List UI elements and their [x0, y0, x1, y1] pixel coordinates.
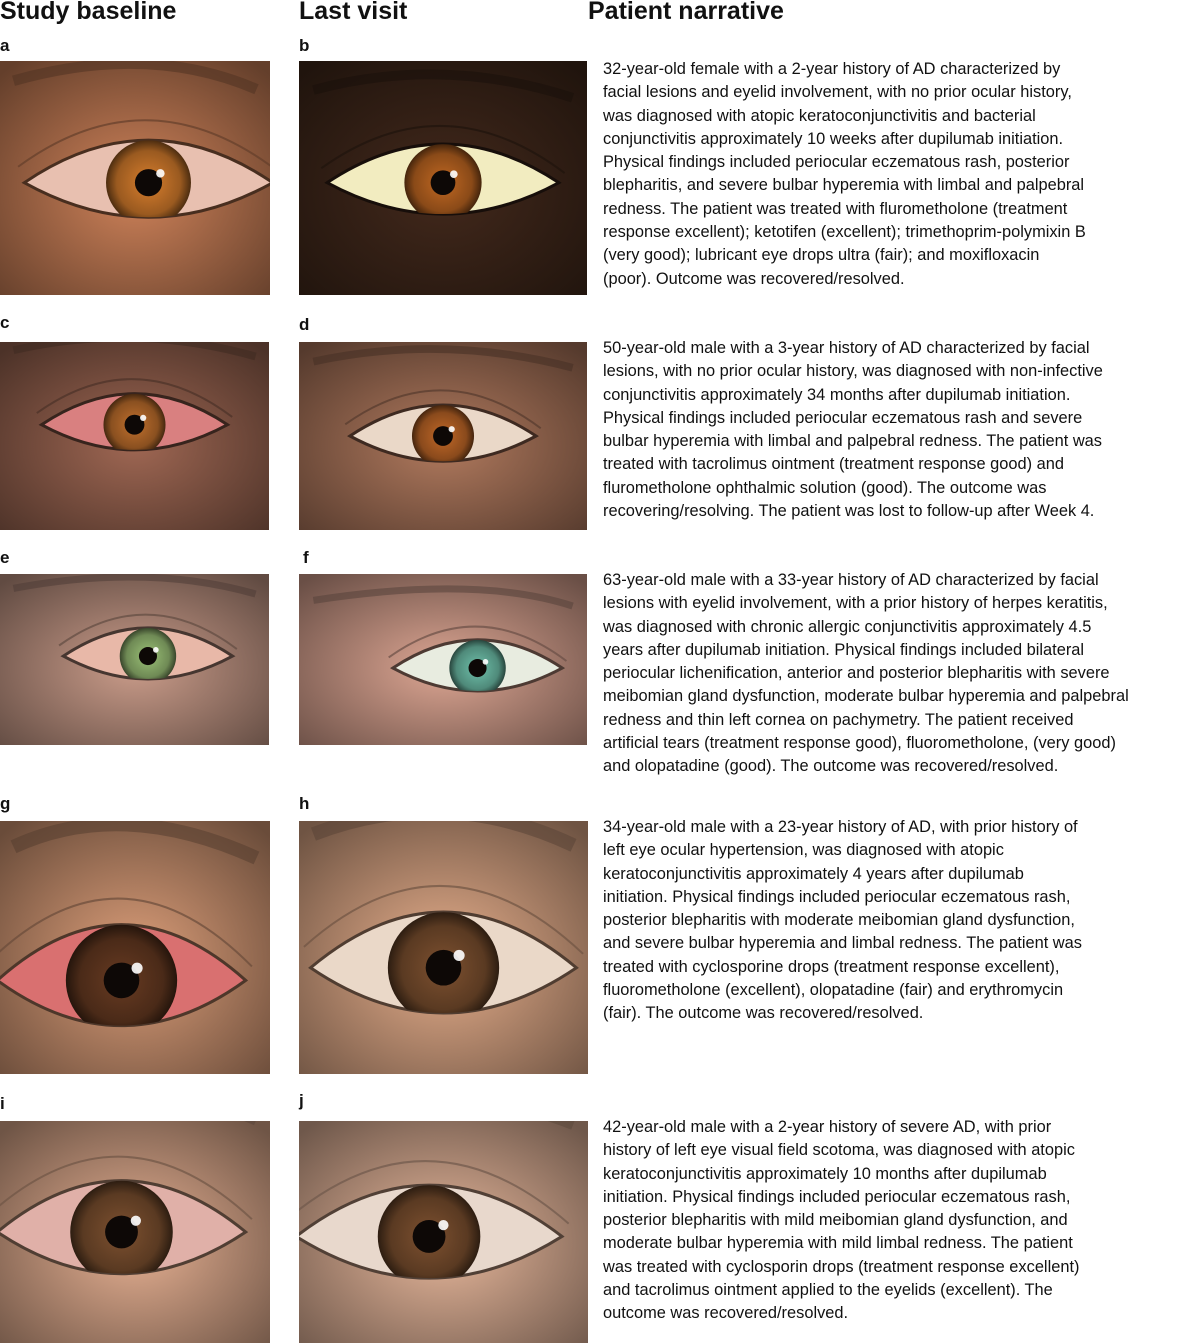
narrative-text-5: 42-year-old male with a 2-year history of severe AD, with prior history of left eye visual field scotoma, was diagnosed with atopic keratoconjunctivitis approximately 10 months after dupilumab initiation. Physical findings included periocular eczematous rash, posterior blepharitis with mild meibomian gland dysfunction, and moderate bulbar hyperemia with mild limbal redness. The patient was treated with cyclosporin drops (treatment response excellent) and tacrolimus ointment applied to the eyelids (excellent). The outcome was recovered/resolved.: [603, 1118, 1080, 1323]
panel-letter-f: f: [303, 548, 309, 567]
eye-photo-f: [299, 574, 587, 745]
panel-letter-a: a: [0, 36, 10, 55]
panel-letter-e: e: [0, 548, 10, 567]
panel-letter-h: h: [299, 794, 310, 813]
eye-photo-a: [0, 61, 270, 295]
eye-photo-c: [0, 342, 269, 530]
narrative-text-3: 63-year-old male with a 33-year history of AD characterized by facial lesions with eyelid involvement, with a prior history of herpes keratitis, was diagnosed with chronic allergic conjunctivitis approximately 4.5 years after dupilumab initiation. Physical findings included bilateral periocular lichenification, anterior and posterior blepharitis with severe meibomian gland dysfunction, moderate bulbar hyperemia and palpebral redness and thin left cornea on pachymetry. The patient received artificial tears (treatment response good), fluorometholone, (very good) and olopatadine (good). The outcome was recovered/resolved.: [603, 571, 1129, 776]
eye-photo-b: [299, 61, 587, 295]
narrative-text-1: 32-year-old female with a 2-year history of AD characterized by facial lesions and eyelid involvement, with no prior ocular history, was diagnosed with atopic keratoconjunctivitis and bacterial conjunctivitis approximately 10 weeks after dupilumab initiation. Physical findings included periocular eczematous rash, posterior blepharitis, and severe bulbar hyperemia with limbal and palpebral redness. The patient was treated with flurometholone (treatment response excellent); ketotifen (excellent); trimethoprim-polymixin B (very good); lubricant eye drops ultra (fair); and moxifloxacin (poor). Outcome was recovered/resolved.: [603, 60, 1086, 288]
narrative-text-2: 50-year-old male with a 3-year history of AD characterized by facial lesions, with no prior ocular history, was diagnosed with non-infective conjunctivitis approximately 34 months after dupilumab initiation. Physical findings included periocular eczematous rash and severe bulbar hyperemia with limbal and palpebral redness. The patient was treated with tacrolimus ointment (treatment response good) and flurometholone ophthalmic solution (good). The outcome was recovering/resolving. The patient was lost to follow-up after Week 4.: [603, 339, 1103, 521]
eye-photo-h: [299, 821, 588, 1074]
column-header-baseline: Study baseline: [0, 0, 177, 25]
panel-letter-g: g: [0, 794, 11, 813]
eye-photo-g: [0, 821, 270, 1074]
panel-letter-i: i: [0, 1094, 5, 1113]
eye-photo-e: [0, 574, 269, 745]
eye-photo-d: [299, 342, 587, 530]
panel-letter-d: d: [299, 315, 310, 334]
panel-letter-c: c: [0, 313, 10, 332]
column-header-narrative: Patient narrative: [588, 0, 784, 25]
eye-photo-j: [299, 1121, 588, 1343]
narrative-text-4: 34-year-old male with a 23-year history of AD, with prior history of left eye ocular hypertension, was diagnosed with atopic keratoconjunctivitis approximately 4 years after dupilumab initiation. Physical findings included periocular eczematous rash, posterior blepharitis with moderate meibomian gland dysfunction, and severe bulbar hyperemia and limbal redness. The patient was treated with cyclosporine drops (treatment response excellent), fluorometholone (excellent), olopatadine (fair) and erythromycin (fair). The outcome was recovered/resolved.: [603, 818, 1082, 1023]
column-header-last-visit: Last visit: [299, 0, 408, 25]
panel-letter-j: j: [299, 1091, 304, 1110]
eye-photo-i: [0, 1121, 270, 1343]
panel-letter-b: b: [299, 36, 310, 55]
